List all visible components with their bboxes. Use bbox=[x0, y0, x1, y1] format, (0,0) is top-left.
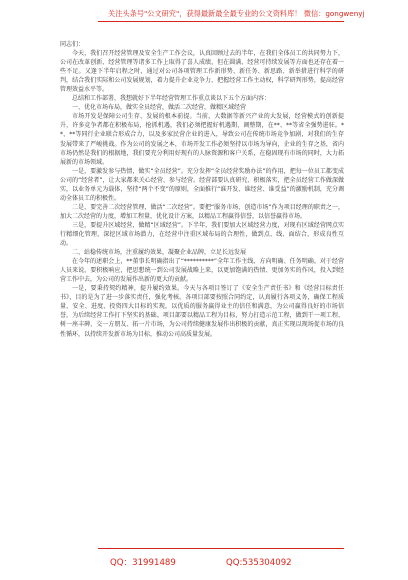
paragraph: 一是，要激发参与热情，做实“全员经营”。充分发挥“全员经营奖励办法”的作用，把每一位员工都变成公司的“经营者”，让大家都来关心经营、参与经营。经营部要认真研究、积极落实，把全员经营工作做深做实，以业务单元为载体，坚持“两个不变”的原则，全面推行“谁开发、谁经营、谁受益”的激励机制，充分调动全体员工的积极性。 bbox=[60, 167, 344, 202]
paragraph: 一是，要秉持契约精神，提升履约效果。今天与各项目签订了《安全生产责任书》和《经营目标责任书》，目的是为了进一步落实责任，强化考核。各项目部要按照合同约定，认真履行各项义务，确保工程质量、安全、进度、投资四大目标的实现，以优质的服务赢得业主的信任和满意，为公司赢得良好的市场信誉，为后续经营工作打下坚实的基础。项目部要以精品工程为目标，努力打造示范工程，做到干一项工程、树一座丰碑、交一方朋友、拓一片市场，为公司持续健康发展作出积极的贡献，真正实现以现场促市场的良性循环，以持续开发新市场为目标，推动公司高质量发展。 bbox=[60, 285, 344, 338]
greeting: 同志们： bbox=[60, 41, 85, 48]
section-heading: 一、优化市场布局，做实全员经营，做活二次经营，做精区域经营 bbox=[72, 104, 247, 112]
footer-qq-2: QQ:535304092 bbox=[226, 558, 292, 568]
paragraph: 今天，我们召开经营管理及安全生产工作会议，认真回顾过去的半年，在我们全体员工的共同努力下，公司在改革创新、经营管理等诸多工作上取得了喜人成绩，但在圆满、经营可持续发展等方面也还存在着一些不足。又逢下半年启程之时，通过对公司各项管理工作新形势、新任务、新思路、新举措进行科学的研判，结合我们实际和公司发展规划，着力提升企业竞争力，把握经营工作主动权，科学研判形势，提高经营管理效益水平等。 bbox=[60, 50, 344, 94]
header-divider bbox=[98, 21, 344, 22]
document-body bbox=[60, 40, 344, 526]
paragraph: 在今年的述职会上，**董事长明确指出了“**********”全年工作主线、方向明确、任务明确。对于经营人员来说，要积极响应，把思想统一到公司发展战略上来，以更加饱满的热情、更加务实的作风，投入到经营工作中去，为公司的发展作出新的更大的贡献。 bbox=[60, 258, 344, 284]
header-banner-bar bbox=[0, 0, 408, 26]
paragraph: 总结和工作部署，我想就好下半年经营管理工作重点谈以下五个方面内容： bbox=[72, 95, 271, 103]
footer-qq-1: QQ：31991489 bbox=[110, 558, 176, 568]
paragraph: 二是，要完善二次经营管理，做活“二次经营”。要把“服务市场、创造市场”作为项目经理的职责之一，加大二次经营的力度，增加工程量，优化设计方案，以精品工程赢得信誉，以信誉赢得市场。 bbox=[60, 203, 344, 220]
footer-divider bbox=[98, 548, 344, 549]
section-heading: 二、站稳传统市场，注重履约效果，凝聚企业品牌，立足长远发展 bbox=[72, 249, 247, 257]
footer-bar bbox=[0, 548, 408, 580]
paragraph: 三是，要提升区域经营，做精“区域经营”。下半年，我们要加大区域经营力度，对现有区域经营网点实行精细化管理，深挖区域市场潜力，在经营中注重区域布局的合理性，做到点、线、面结合，形成良性互动。 bbox=[60, 221, 344, 248]
paragraph: 市场开发是保障公司生存、发展的根本前提。当前，大数据等新兴产业的大发展，经营模式的创新提升，许多竞争者都在积极布局，抢抓机遇，我们必须把握好机遇期、调整期，在**、**等省全强势进驻。**、**等同行企业联合形成合力，以及多家民营企业的进入，导致公司在传统市场竞争加剧，对我们的生存发展带来了严峻挑战。作为公司的发展之本，市场开发工作必须坚持以市场为导向，企业的生存之基，省内市场仍然是我们的根据地，我们要充分利用好现有的人脉资源和客户关系，在稳固现有市场的同时，大力拓展新的市场领域。 bbox=[60, 113, 344, 166]
header-banner-text: 关注头条号"公文研究"，获得最新最全最专业的公文资料库！ 微信：gongwenyj bbox=[108, 9, 365, 18]
